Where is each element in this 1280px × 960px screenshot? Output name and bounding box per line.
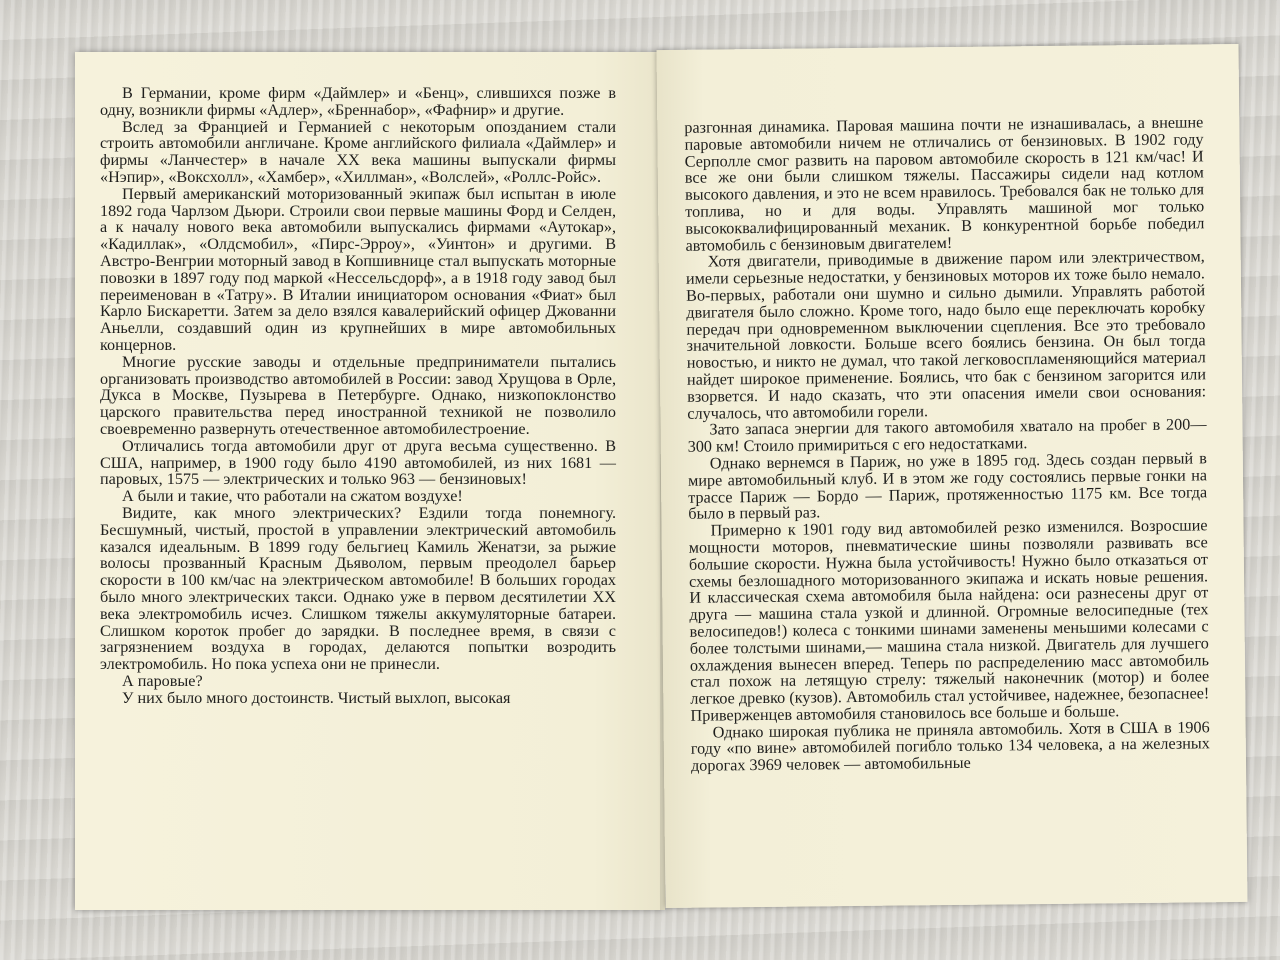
paragraph: Однако вернемся в Париж, но уже в 1895 год. Здесь создан первый в мире автомобильный клуб. И в этом же году состоялись первые гонки на трассе Париж — Бордо — Париж, протяженностью 1175 км. Все тогда было в первый раз.	[687, 449, 1208, 524]
paragraph: А паровые?	[122, 671, 203, 690]
paragraph: В Германии, кроме фирм «Даймлер» и «Бенц», слившихся позже в одну, возникли фирмы «Адлер», «Бреннабор», «Фафнир» и другие.	[100, 84, 616, 119]
paragraph: Примерно к 1901 году вид автомобилей резко изменился. Возросшие мощности моторов, пневматические шины позволяли развивать все большие скорости. Нужна была устойчивость! Нужно было отказаться от схемы безлошадного моторизованного экипажа и искать новые решения. И классическая схема автомобиля была найдена: оси разнесены друг от друга — машина стала узкой и длинной. Огромные велосипедные (тех велосипедов!) колеса с тонкими шинами заменены меньшими колесами с более толстыми шинами,— машина стала низкой. Двигатель для лучшего охлаждения вынесен вперед. Теперь по распределению масс автомобиль стал похож на летящую стрелу: тяжелый наконечник (мотор) и более легкое древко (кузов). Автомобиль стал устойчивее, надежнее, безопаснее! Приверженцев автомобиля становилось все больше и больше.	[688, 516, 1210, 725]
paragraph-continued: разгонная динамика. Паровая машина почти не изнашивалась, а внешне паровые автомобили ничем не отличались от бензиновых. В 1902 году Серполле смог развить на паровом автомобиле скорость в 121 км/час! И все же они были слишком тяжелы. Пассажиры сидели над котлом высокого давления, и это не всем нравилось. Требовался бак не только для топлива, но и для воды. Управлять машиной мог только высококвалифицированный механик. В конкурентной борьбе победил автомобиль с бензиновым двигателем!	[684, 113, 1205, 255]
paragraph: Многие русские заводы и отдельные предприниматели пытались организовать производство автомобилей в России: завод Хрущова в Орле, Дукса в Москве, Пузырева в Петербурге. Однако, низкопоклонство царского правительства перед иностранной техникой не позволило своевременно развернуть отечественное автомобилестроение.	[100, 352, 616, 438]
right-page-text	[684, 114, 1210, 774]
paragraph: Видите, как много электрических? Ездили тогда понемногу. Бесшумный, чистый, простой в управлении электрический автомобиль казался идеальным. В 1899 году бельгиец Камиль Женатзи, за рыжие волосы прозванный Красным Дьяволом, первым преодолел барьер скорости в 100 км/час на электрическом автомобиле! В больших городах было много электрических такси. Однако уже в первом десятилетии XX века электромобиль исчез. Слишком тяжелы аккумуляторные батареи. Слишком короток пробег до зарядки. В последнее время, в связи с загрязнением воздуха в городах, делаются попытки возродить электромобиль. Но пока успеха они не принесли.	[100, 503, 616, 674]
right-page	[657, 44, 1248, 908]
paragraph: У них было много достоинств. Чистый выхлоп, высокая	[122, 688, 511, 707]
paragraph: Отличались тогда автомобили друг от друга весьма существенно. В США, например, в 1900 году было 4190 автомобилей, из них 1681 — паровых, 1575 — электрических и только 963 — бензиновых!	[100, 436, 616, 489]
paragraph: Однако широкая публика не приняла автомобиль. Хотя в США в 1906 году «по вине» автомобилей погибло только 134 человека, а на железных дорогах 3969 человек — автомобильные	[690, 718, 1210, 776]
left-page-text	[100, 85, 616, 706]
paragraph: Зато запаса энергии для такого автомобиля хватало на пробег в 200—300 км! Стоило примириться с его недостатками.	[687, 415, 1207, 456]
paragraph: Первый американский моторизованный экипаж был испытан в июле 1892 года Чарлзом Дьюри. Строили свои первые машины Форд и Селден, а к началу нового века автомобили выпускались фирмами «Аутокар», «Кадиллак», «Олдсмобил», «Пирс-Эрроу», «Уинтон» и другими. В Австро-Венгрии моторный завод в Копшивнице стал выпускать моторные повозки в 1897 году под маркой «Нессельсдорф», а в 1918 году завод был переименован в «Татру». В Италии инициатором основания «Фиат» был Карло Бискаретти. Затем за дело взялся кавалерийский офицер Джованни Аньелли, создавший один из крупнейших в мире автомобильных концернов.	[100, 184, 616, 354]
paragraph: Хотя двигатели, приводимые в движение паром или электричеством, имели серьезные недостатки, у бензиновых моторов их тоже было немало. Во-первых, работали они шумно и сильно дымили. Управлять работой двигателя было сложно. Кроме того, надо было еще переключать коробку передач при одновременном выключении сцепления. Все это требовало значительной ловкости. Больше всего боялись бензина. Он был тогда новостью, и никто не думал, что такой легковоспламеняющийся материал найдет широкое применение. Боялись, что бак с бензином загорится или взорвется. И надо сказать, что эти опасения имели свои основания: случалось, что автомобили горели.	[685, 247, 1207, 423]
paragraph: Вслед за Францией и Германией с некоторым опозданием стали строить автомобили англичане. Кроме английского филиала «Даймлер» и фирмы «Ланчестер» в начале XX века машины выпускали фирмы «Нэпир», «Воксхолл», «Хамбер», «Хиллман», «Волслей», «Роллс-Ройс».	[100, 117, 616, 186]
paragraph: А были и такие, что работали на сжатом воздухе!	[122, 487, 463, 506]
